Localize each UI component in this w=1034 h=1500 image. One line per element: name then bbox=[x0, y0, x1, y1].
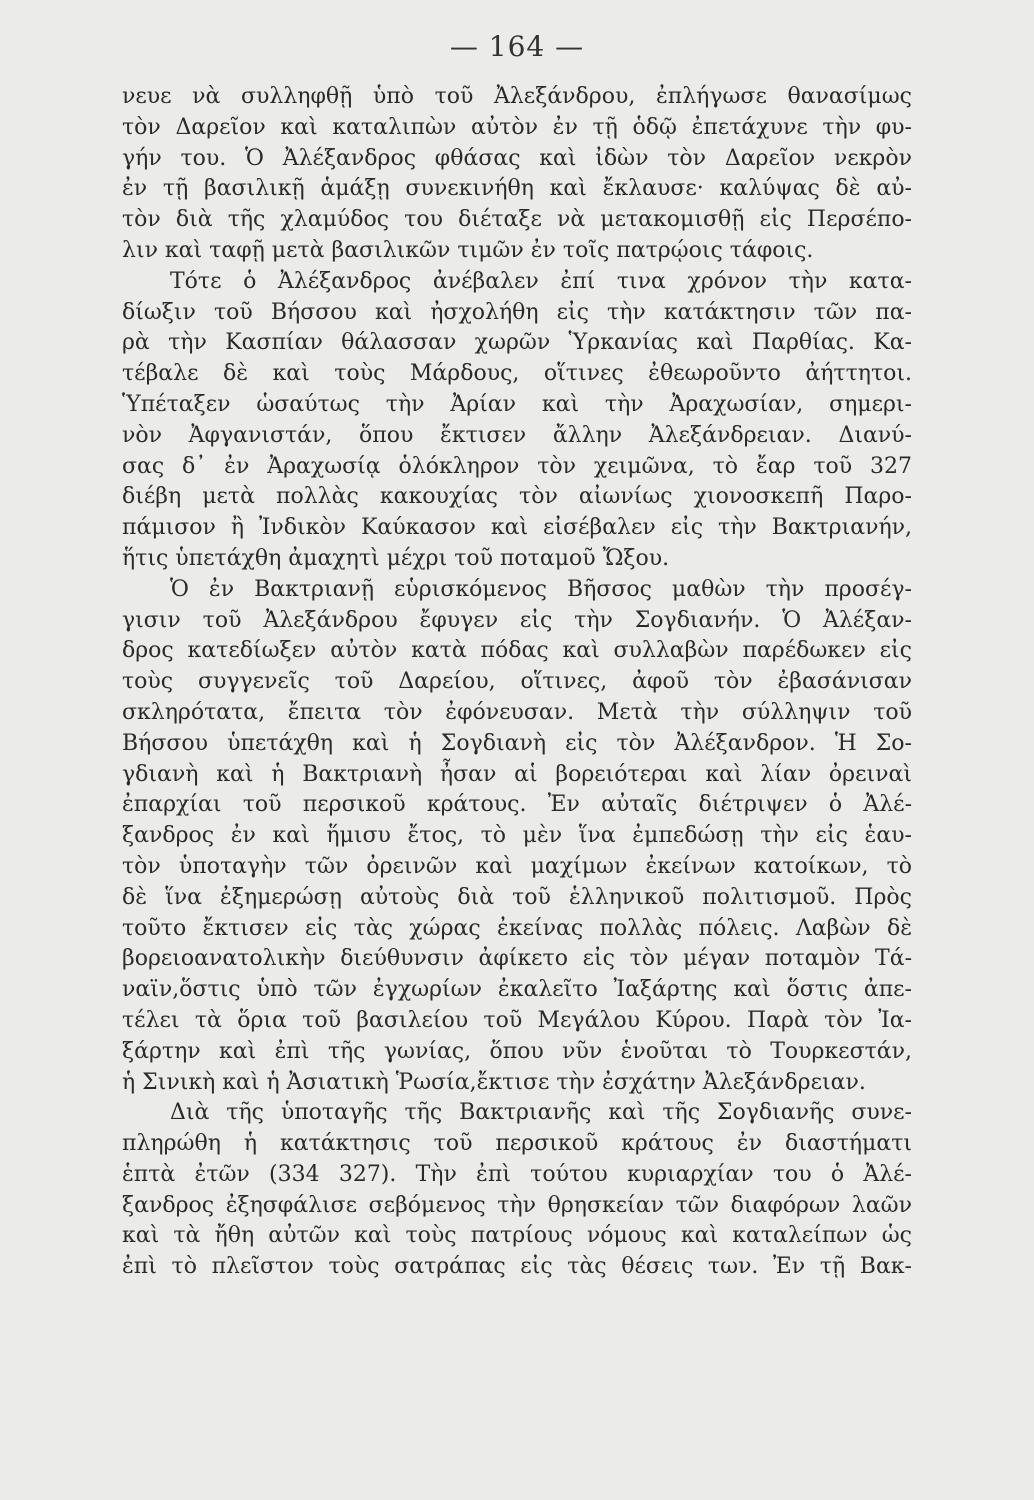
text-line: τὸν Δαρεῖον καὶ καταλιπὼν αὐτὸν ἐν τῇ ὁδῷ ἐπετάχυνε τὴν φυ- bbox=[122, 114, 912, 140]
text-line: σκληρότατα, ἔπειτα τὸν ἐφόνευσαν. Μετὰ τὴν σύλληψιν τοῦ bbox=[122, 699, 912, 725]
text-line: Ὑπέταξεν ὡσαύτως τὴν Ἀρίαν καὶ τὴν Ἀραχωσίαν, σημερι- bbox=[122, 391, 912, 417]
text-line: τὸν ὑποταγὴν τῶν ὀρεινῶν καὶ μαχίμων ἐκείνων κατοίκων, τὸ bbox=[122, 853, 912, 879]
text-line: ἐπὶ τὸ πλεῖστον τοὺς σατράπας εἰς τὰς θέσεις των. Ἐν τῇ Βακ- bbox=[122, 1254, 912, 1280]
text-line: τέβαλε δὲ καὶ τοὺς Μάρδους, οἵτινες ἐθεωροῦντο ἀήττητοι. bbox=[122, 361, 912, 387]
text-line: δὲ ἵνα ἐξημερώσῃ αὐτοὺς διὰ τοῦ ἑλληνικοῦ πολιτισμοῦ. Πρὸς bbox=[122, 884, 912, 910]
text-line: δίωξιν τοῦ Βήσσου καὶ ἠσχολήθη εἰς τὴν κατάκτησιν τῶν πα- bbox=[122, 299, 912, 325]
text-line: βορειοανατολικὴν διεύθυνσιν ἀφίκετο εἰς τὸν μέγαν ποταμὸν Τά- bbox=[122, 946, 912, 972]
text-line: πληρώθη ἡ κατάκτησις τοῦ περσικοῦ κράτους ἐν διαστήματι bbox=[122, 1131, 912, 1157]
text-line: δρος κατεδίωξεν αὐτὸν κατὰ πόδας καὶ συλλαβὼν παρέδωκεν εἰς bbox=[122, 638, 912, 664]
text-line: τοῦτο ἔκτισεν εἰς τὰς χώρας ἐκείνας πολλὰς πόλεις. Λαβὼν δὲ bbox=[122, 915, 912, 941]
text-line: λιν καὶ ταφῇ μετὰ βασιλικῶν τιμῶν ἐν τοῖς πατρῴοις τάφοις. bbox=[122, 237, 814, 263]
text-line: ἐπαρχίαι τοῦ περσικοῦ κράτους. Ἐν αὐταῖς διέτριψεν ὁ Ἀλέ- bbox=[122, 792, 912, 818]
text-line: πάμισον ἢ Ἰνδικὸν Καύκασον καὶ εἰσέβαλεν εἰς τὴν Βακτριανήν, bbox=[122, 515, 912, 541]
text-line: Βήσσου ὑπετάχθη καὶ ἡ Σογδιανὴ εἰς τὸν Ἀλέξανδρον. Ἡ Σο- bbox=[122, 730, 912, 756]
text-line: νευε νὰ συλληφθῇ ὑπὸ τοῦ Ἀλεξάνδρου, ἐπλήγωσε θανασίμως bbox=[122, 84, 912, 109]
text-line: ξανδρος ἐν καὶ ἥμισυ ἔτος, τὸ μὲν ἵνα ἐμπεδώσῃ τὴν εἰς ἑαυ- bbox=[122, 823, 912, 849]
text-line: τοὺς συγγενεῖς τοῦ Δαρείου, οἵτινες, ἀφοῦ τὸν ἐβασάνισαν bbox=[122, 669, 912, 695]
text-line: ξανδρος ἐξησφάλισε σεβόμενος τὴν θρησκείαν τῶν διαφόρων λαῶν bbox=[122, 1192, 912, 1218]
text-line: Διὰ τῆς ὑποταγῆς τῆς Βακτριανῆς καὶ τῆς Σογδιανῆς συνε- bbox=[170, 1100, 912, 1126]
text-line: ἐν τῇ βασιλικῇ ἁμάξῃ συνεκινήθη καὶ ἔκλαυσε· καλύψας δὲ αὐ- bbox=[122, 176, 912, 202]
text-line: σας δ᾽ ἐν Ἀραχωσίᾳ ὁλόκληρον τὸν χειμῶνα, τὸ ἔαρ τοῦ 327 bbox=[122, 453, 912, 479]
page-number: — 164 — bbox=[449, 30, 585, 63]
text-line: γδιανὴ καὶ ἡ Βακτριανὴ ἦσαν αἱ βορειότεραι καὶ λίαν ὀρειναὶ bbox=[122, 761, 912, 787]
text-line: διέβη μετὰ πολλὰς κακουχίας τὸν αἰωνίως χιονοσκεπῆ Παρο- bbox=[122, 484, 912, 510]
body-text bbox=[122, 82, 912, 1283]
text-line: ἑπτὰ ἐτῶν (334 327). Τὴν ἐπὶ τούτου κυριαρχίαν του ὁ Ἀλέ- bbox=[122, 1161, 912, 1187]
text-line: Τότε ὁ Ἀλέξανδρος ἀνέβαλεν ἐπί τινα χρόνον τὴν κατα- bbox=[170, 268, 912, 294]
text-line: ἥτις ὑπετάχθη ἀμαχητὶ μέχρι τοῦ ποταμοῦ Ὤξου. bbox=[122, 545, 670, 571]
text-line: γήν του. Ὁ Ἀλέξανδρος φθάσας καὶ ἰδὼν τὸν Δαρεῖον νεκρὸν bbox=[122, 145, 912, 171]
text-line: νὸν Ἀφγανιστάν, ὅπου ἔκτισεν ἄλλην Ἀλεξάνδρειαν. Διανύ- bbox=[122, 422, 912, 448]
text-line: ἡ Σινικὴ καὶ ἡ Ἀσιατικὴ Ῥωσία,ἔκτισε τὴν ἐσχάτην Ἀλεξάνδρειαν. bbox=[122, 1069, 866, 1095]
text-line: Ὁ ἐν Βακτριανῇ εὑρισκόμενος Βῆσσος μαθὼν τὴν προσέγ- bbox=[170, 576, 912, 602]
text-line: ξάρτην καὶ ἐπὶ τῆς γωνίας, ὅπου νῦν ἑνοῦται τὸ Τουρκεστάν, bbox=[122, 1038, 912, 1064]
text-line: καὶ τὰ ἤθη αὐτῶν καὶ τοὺς πατρίους νόμους καὶ καταλείπων ὡς bbox=[122, 1223, 912, 1249]
text-line: γισιν τοῦ Ἀλεξάνδρου ἔφυγεν εἰς τὴν Σογδιανήν. Ὁ Ἀλέξαν- bbox=[122, 607, 912, 633]
text-line: ρὰ τὴν Κασπίαν θάλασσαν χωρῶν Ὑρκανίας καὶ Παρθίας. Κα- bbox=[122, 330, 912, 356]
text-line: τὸν διὰ τῆς χλαμύδος του διέταξε νὰ μετακομισθῇ εἰς Περσέπο- bbox=[122, 207, 912, 233]
text-line: ναϊν,ὅστις ὑπὸ τῶν ἐγχωρίων ἐκαλεῖτο Ἰαξάρτης καὶ ὅστις ἀπε- bbox=[122, 977, 912, 1003]
text-line: τέλει τὰ ὅρια τοῦ βασιλείου τοῦ Μεγάλου Κύρου. Παρὰ τὸν Ἰα- bbox=[122, 1007, 912, 1033]
